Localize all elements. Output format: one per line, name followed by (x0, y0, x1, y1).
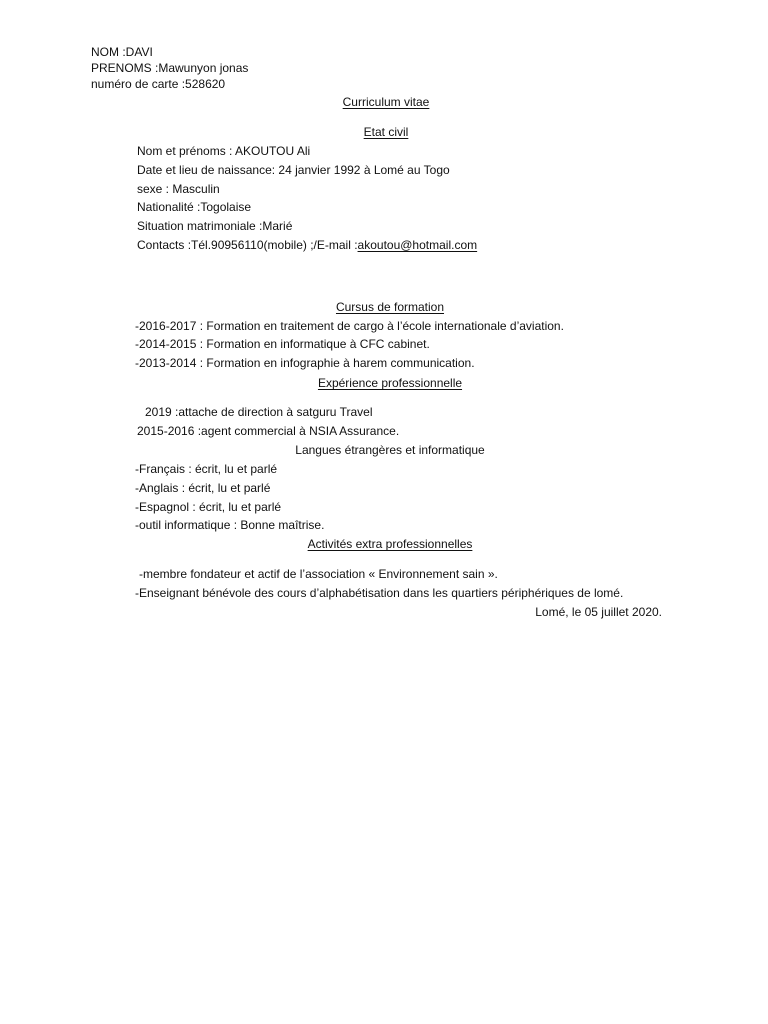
langue-item: -Anglais : écrit, lu et parlé (135, 481, 271, 495)
formation-item: -2013-2014 : Formation en infographie à harem communication. (135, 356, 475, 370)
header-nom: NOM :DAVI (91, 45, 153, 59)
contacts-prefix: Contacts :Tél.90956110(mobile) ;/E-mail : (137, 238, 358, 252)
langues-heading: Langues étrangères et informatique (295, 443, 485, 457)
header-prenoms: PRENOMS :Mawunyon jonas (91, 61, 249, 75)
email-link[interactable]: akoutou@hotmail.com (357, 238, 478, 252)
activite-item: -Enseignant bénévole des cours d’alphabétisation dans les quartiers périphériques de lomé. (135, 586, 624, 600)
formation-item: -2016-2017 : Formation en traitement de cargo à l’école internationale d’aviation. (135, 319, 564, 333)
activite-item: -membre fondateur et actif de l’association « Environnement sain ». (139, 567, 498, 581)
etat-civil-line: Situation matrimoniale :Marié (137, 219, 293, 233)
etat-civil-heading: Etat civil (363, 125, 409, 139)
etat-civil-line: Date et lieu de naissance: 24 janvier 1992 à Lomé au Togo (137, 163, 450, 177)
activites-heading: Activités extra professionnelles (307, 537, 473, 551)
langue-item: -outil informatique : Bonne maîtrise. (135, 518, 325, 532)
date-place-line: Lomé, le 05 juillet 2020. (535, 605, 662, 619)
experience-item: 2019 :attache de direction à satguru Travel (145, 405, 373, 419)
langue-item: -Espagnol : écrit, lu et parlé (135, 500, 282, 514)
etat-civil-line: Nom et prénoms : AKOUTOU Ali (137, 144, 311, 158)
etat-civil-line: Nationalité :Togolaise (137, 200, 252, 214)
langue-item: -Français : écrit, lu et parlé (135, 462, 278, 476)
contacts-line (137, 237, 477, 253)
experience-heading: Expérience professionnelle (317, 376, 463, 390)
etat-civil-line: sexe : Masculin (137, 182, 220, 196)
formation-heading: Cursus de formation (335, 300, 445, 314)
formation-item: -2014-2015 : Formation en informatique à CFC cabinet. (135, 337, 430, 351)
header-carte: numéro de carte :528620 (91, 77, 226, 91)
document-title: Curriculum vitae (342, 95, 430, 109)
experience-item: 2015-2016 :agent commercial à NSIA Assurance. (137, 424, 400, 438)
